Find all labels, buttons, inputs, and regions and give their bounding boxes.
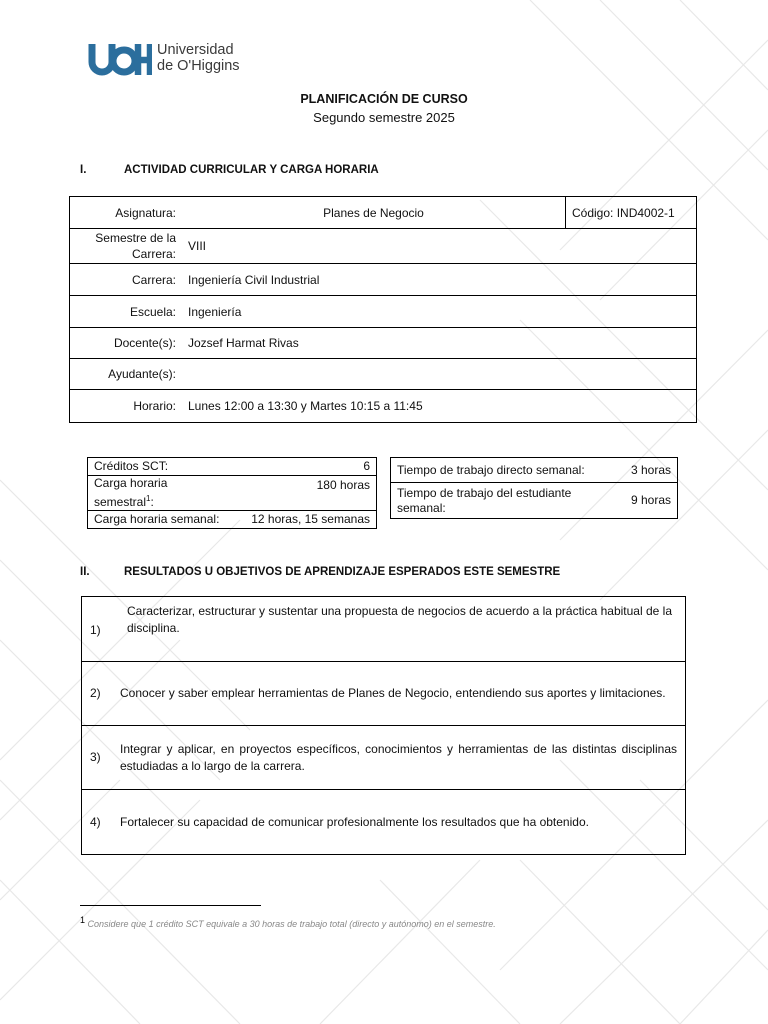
creditos-label: Créditos SCT: [88,458,236,476]
creditos-value: 6 [236,458,377,476]
objective-row [82,597,686,662]
objective-text: Integrar y aplicar, en proyectos específicos, conocimientos y herramientas de las distintas disciplinas estudiadas a lo largo de la carrera. [110,726,686,790]
objective-number: 3) [82,726,111,790]
carga-semestral-label: Carga horaria semestral$^1$: [88,476,236,511]
uoh-logo-mark [88,42,152,76]
objective-row [82,662,686,726]
objective-number: 4) [82,790,111,855]
codigo-value: Código: IND4002-1 [566,197,697,229]
horario-label: Horario: [70,390,183,423]
trabajo-directo-value: 3 horas [618,458,678,483]
trabajo-directo-label: Tiempo de trabajo directo semanal: [391,458,618,483]
row-ayudante [70,359,697,390]
footnote-marker: 1 [80,915,86,925]
section-2-heading [80,566,560,578]
carrera-label: Carrera: [70,264,183,296]
logo-line-1: Universidad [157,42,234,58]
ayudante-label: Ayudante(s): [70,359,183,390]
objective-row [82,726,686,790]
row-carga-semanal [88,511,377,529]
row-trabajo-directo [391,458,678,483]
objective-number: 2) [82,662,111,726]
carga-semanal-label: Carga horaria semanal: [88,511,236,529]
row-carrera [70,264,697,296]
horario-value: Lunes 12:00 a 13:30 y Martes 10:15 a 11:45 [182,390,697,423]
objective-text: Conocer y saber emplear herramientas de Planes de Negocio, entendiendo sus aportes y limitaciones. [110,662,686,726]
section-1-number: I. [80,164,87,176]
trabajo-estudiante-value: 9 horas [618,483,678,519]
section-1-title: ACTIVIDAD CURRICULAR Y CARGA HORARIA [124,164,379,176]
objective-row [82,790,686,855]
carrera-value: Ingeniería Civil Industrial [182,264,697,296]
document-title: PLANIFICACIÓN DE CURSO [300,92,468,106]
footnote [80,915,496,929]
carga-semestral-value: 180 horas [236,476,377,511]
row-trabajo-estudiante [391,483,678,519]
semestre-value: VIII [182,229,697,264]
footnote-ref[interactable]: 1 [146,494,151,503]
escuela-value: Ingeniería [182,296,697,328]
carga-semanal-value: 12 horas, 15 semanas [236,511,377,529]
row-semestre [70,229,697,264]
objective-text: Caracterizar, estructurar y sustentar una propuesta de negocios de acuerdo a la práctica habitual de la disciplina. [110,597,686,662]
row-docente [70,328,697,359]
university-logo [80,30,240,82]
section-1-heading [80,164,379,176]
escuela-label: Escuela: [70,296,183,328]
docente-value: Jozsef Harmat Rivas [182,328,697,359]
asignatura-label: Asignatura: [70,197,183,229]
row-horario [70,390,697,423]
row-carga-semestral [88,476,377,511]
row-creditos [88,458,377,476]
asignatura-value: Planes de Negocio [182,197,566,229]
footnote-separator [80,905,261,906]
logo-wordmark [157,42,240,74]
footnote-text: Considere que 1 crédito SCT equivale a 30 horas de trabajo total (directo y autónomo) en el semestre. [87,919,496,929]
row-asignatura [70,197,697,229]
docente-label: Docente(s): [70,328,183,359]
document-subtitle: Segundo semestre 2025 [313,110,455,125]
ayudante-value [182,359,697,390]
objective-number: 1) [82,597,111,662]
workload-table [390,457,678,519]
section-2-number: II. [80,566,90,578]
row-escuela [70,296,697,328]
logo-line-2: de O'Higgins [157,58,240,74]
trabajo-estudiante-label: Tiempo de trabajo del estudiante semanal: [391,483,618,519]
objective-text: Fortalecer su capacidad de comunicar profesionalmente los resultados que ha obtenido. [110,790,686,855]
semestre-label: Semestre de la Carrera: [70,229,183,264]
credits-table [87,457,377,529]
course-info-table [69,196,697,423]
section-2-title: RESULTADOS U OBJETIVOS DE APRENDIZAJE ESPERADOS ESTE SEMESTRE [124,566,561,578]
objectives-table [81,596,686,855]
